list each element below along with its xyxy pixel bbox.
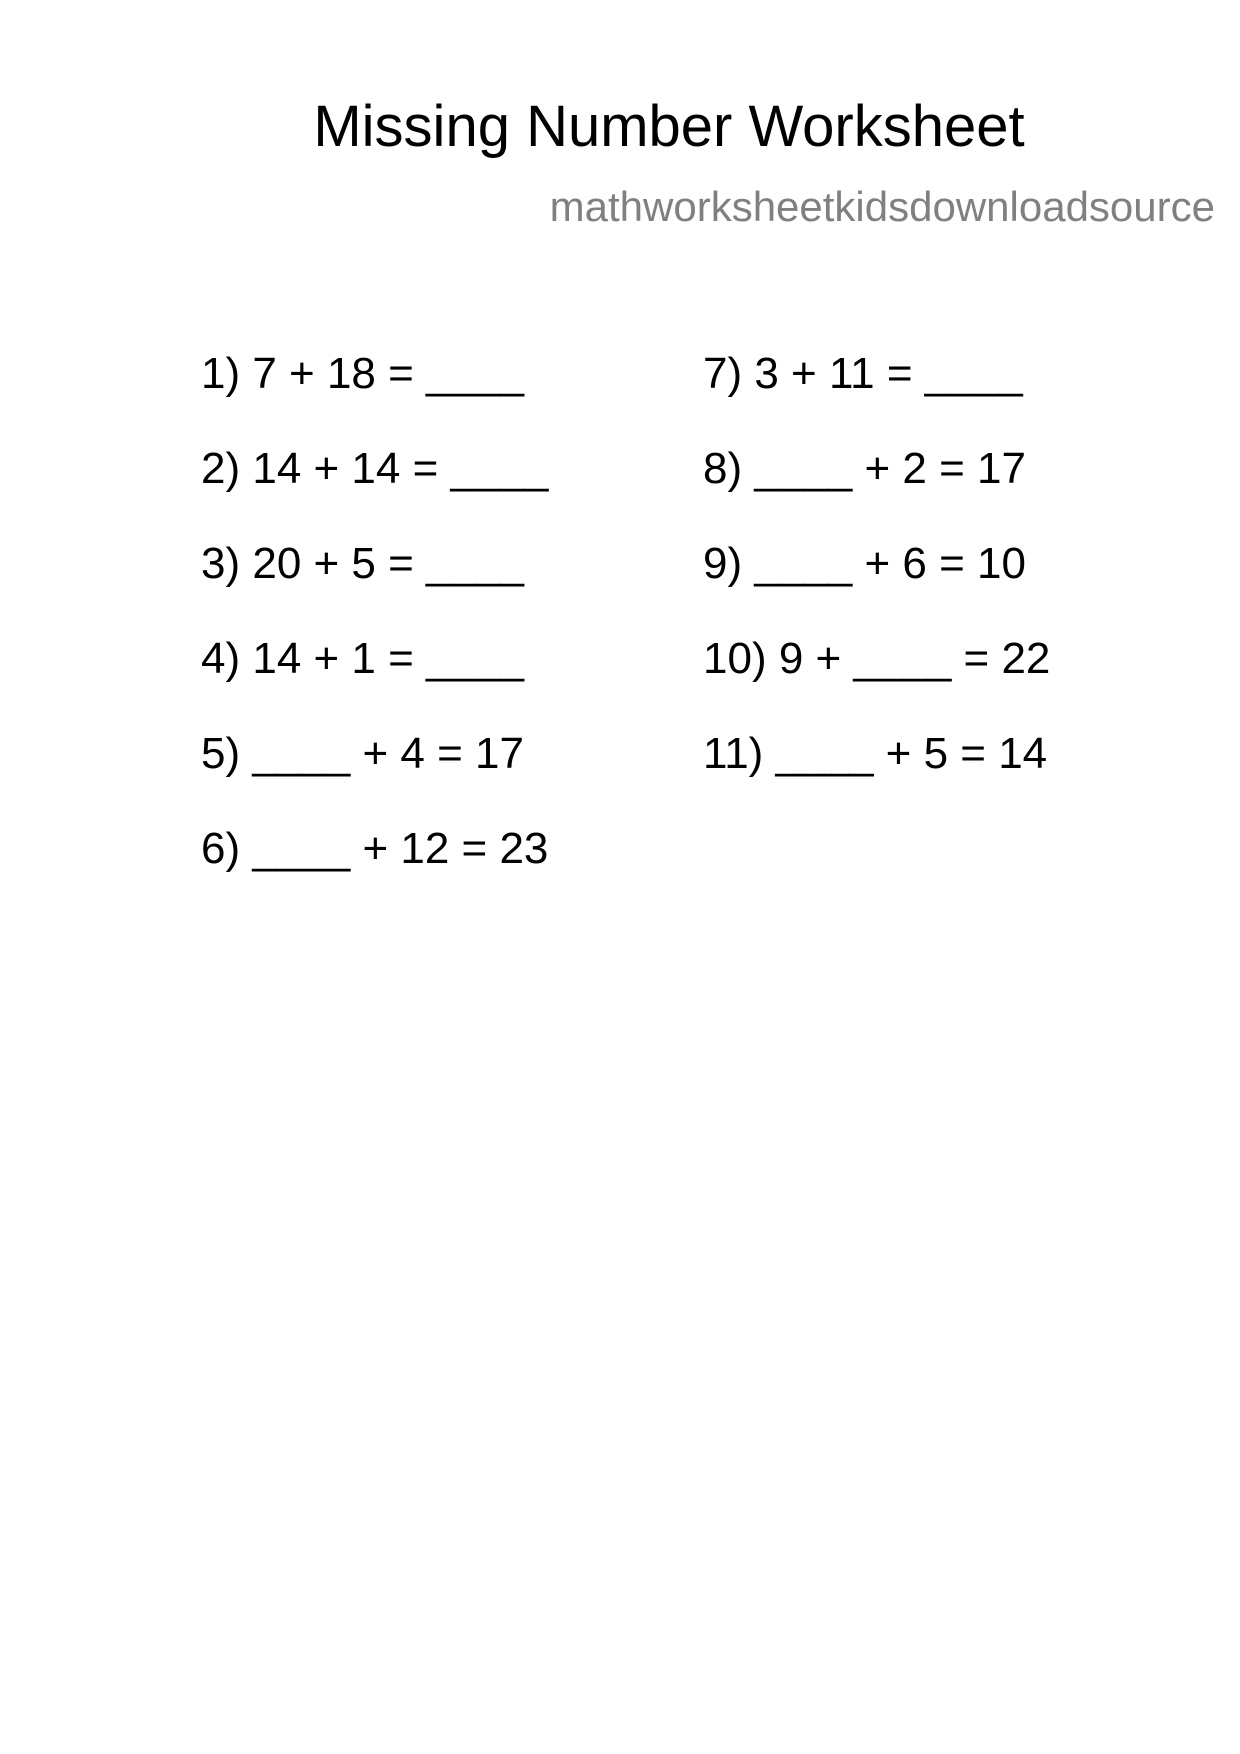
problem-4: 4) 14 + 1 = ____ bbox=[201, 634, 524, 683]
problem-6: 6) ____ + 12 = 23 bbox=[201, 824, 549, 873]
problem-11: 11) ____ + 5 = 14 bbox=[703, 729, 1048, 778]
source-watermark: mathworksheetkidsdownloadsource bbox=[549, 183, 1215, 230]
problem-10: 10) 9 + ____ = 22 bbox=[703, 634, 1051, 683]
problem-8: 8) ____ + 2 = 17 bbox=[703, 444, 1026, 493]
problem-9: 9) ____ + 6 = 10 bbox=[703, 539, 1026, 588]
problem-2: 2) 14 + 14 = ____ bbox=[201, 444, 549, 493]
problem-3: 3) 20 + 5 = ____ bbox=[201, 539, 524, 588]
problem-7: 7) 3 + 11 = ____ bbox=[703, 349, 1023, 398]
problems-column-right bbox=[703, 349, 1051, 827]
problem-5: 5) ____ + 4 = 17 bbox=[201, 729, 524, 778]
problem-1: 1) 7 + 18 = ____ bbox=[201, 349, 524, 398]
problems-column-left bbox=[201, 349, 549, 922]
worksheet-title: Missing Number Worksheet bbox=[313, 94, 1025, 159]
